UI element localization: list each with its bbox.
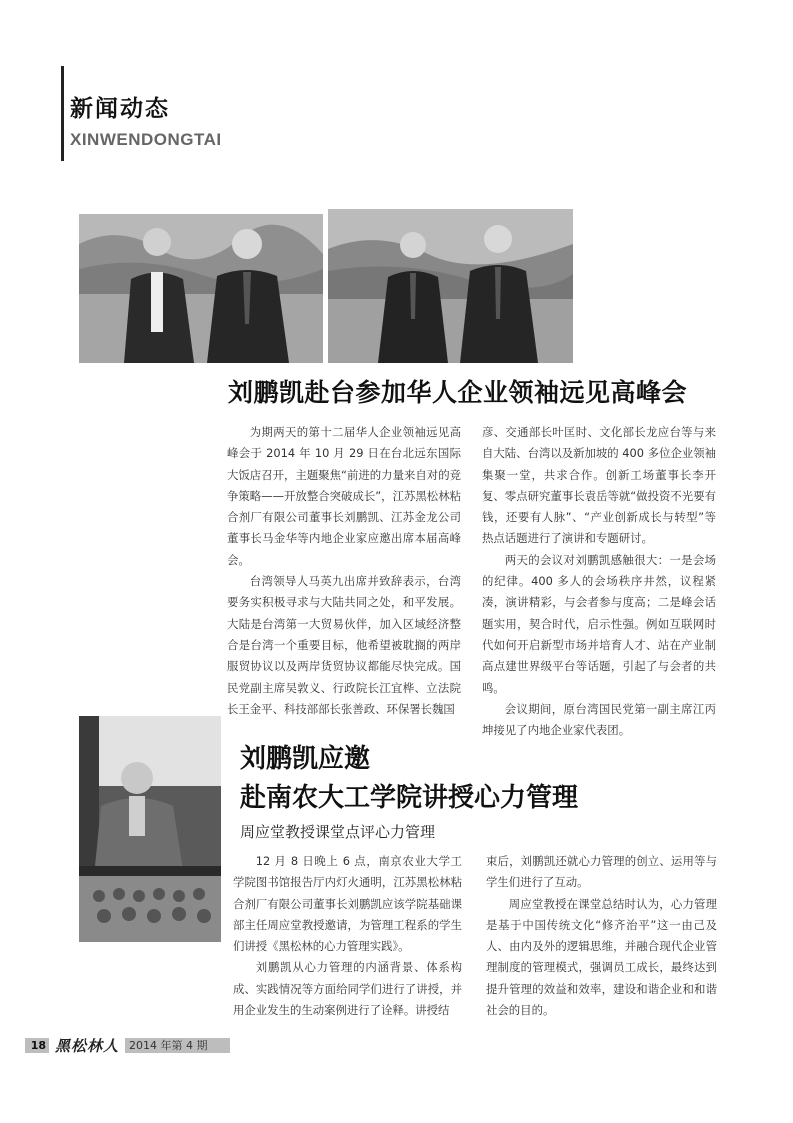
paragraph: 会议期间，原台湾国民党第一副主席江丙坤接见了内地企业家代表团。 [482,701,716,738]
section-accent-bar [61,66,64,161]
article1-column1 [227,422,461,720]
article2-subhead: 周应堂教授课堂点评心力管理 [240,823,436,841]
paragraph: 12 月 8 日晚上 6 点，南京农业大学工学院图书馆报告厅内灯火通明，江苏黑松林粘合剂厂有限公司董事长刘鹏凯应该学院基础课部主任周应堂教授邀请，为管理工程系的学生们讲授《黑松林的心力管理实践》。 [233,854,462,954]
page-number: 18 [25,1038,49,1053]
paragraph: 彦、交通部长叶匡时、文化部长龙应台等与来自大陆、台湾以及新加坡的 400 多位企业领袖集聚一堂，共求合作。创新工场董事长李开复、零点研究董事长袁岳等就“做投资不光要有钱，还要有人脉”、“产业创新成长与转型”等热点话题进行了演讲和专题研讨。 [482,425,717,546]
page-footer [25,1038,230,1053]
paragraph: 束后，刘鹏凯还就心力管理的创立、运用等与学生们进行了互动。 [486,854,717,890]
paragraph: 周应堂教授在课堂总结时认为，心力管理是基于中国传统文化“修齐治平”这一由己及人、由内及外的逻辑思维，并融合现代企业管理制度的管理模式，强调员工成长，最终达到提升管理的效益和效率，建设和谐企业和和谐社会的目的。 [486,896,717,1018]
lecture-photo [79,716,221,942]
article1-headline: 刘鹏凯赴台参加华人企业领袖远见高峰会 [228,378,688,407]
article2-headline-line2: 赴南农大工学院讲授心力管理 [240,783,579,813]
article1-column2 [482,422,716,741]
magazine-logo: 黑松林人 [55,1037,120,1055]
paragraph: 刘鹏凯从心力管理的内涵背景、体系构成、实践情况等方面给同学们进行了讲授，并用企业发生的生动案例进行了诠释。讲授结 [233,960,462,1018]
paragraph: 台湾领导人马英九出席并致辞表示，台湾要务实积极寻求与大陆共同之处，和平发展。大陆是台湾第一大贸易伙伴，加入区域经济整合是台湾一个重要目标，他希望被耽搁的两岸服贸协议以及两岸货贸协议都能尽快完成。国民党副主席吴敦义、行政院长江宜桦、立法院长王金平、科技部部长张善政、环保署长魏国 [227,574,461,716]
meeting-photo-right [328,209,573,363]
section-title: 新闻动态 [70,96,170,122]
article2-column1 [233,851,462,1021]
issue-label: 2014 年第 4 期 [125,1038,230,1053]
paragraph: 两天的会议对刘鹏凯感触很大：一是会场的纪律。400 多人的会场秩序井然，议程紧凑，演讲精彩，与会者参与度高；二是峰会话题实用，契合时代，启示性强。例如互联网时代如何开启新型市场并培育人才、站在产业制高点建世界级平台等话题，引起了与会者的共鸣。 [482,552,716,695]
section-subtitle: XINWENDONGTAI [70,130,222,149]
article2-column2 [486,851,717,1021]
meeting-photo-left [79,214,323,363]
paragraph: 为期两天的第十二届华人企业领袖远见高峰会于 2014 年 10 月 29 日在台北远东国际大饭店召开，主题聚焦“前进的力量来自对的竞争策略——开放整合突破成长”，江苏黑松林粘合剂厂有限公司董事长刘鹏凯、江苏金龙公司董事长马金华等内地企业家应邀出席本届高峰会。 [227,425,461,567]
article2-headline-line1: 刘鹏凯应邀 [240,744,371,774]
